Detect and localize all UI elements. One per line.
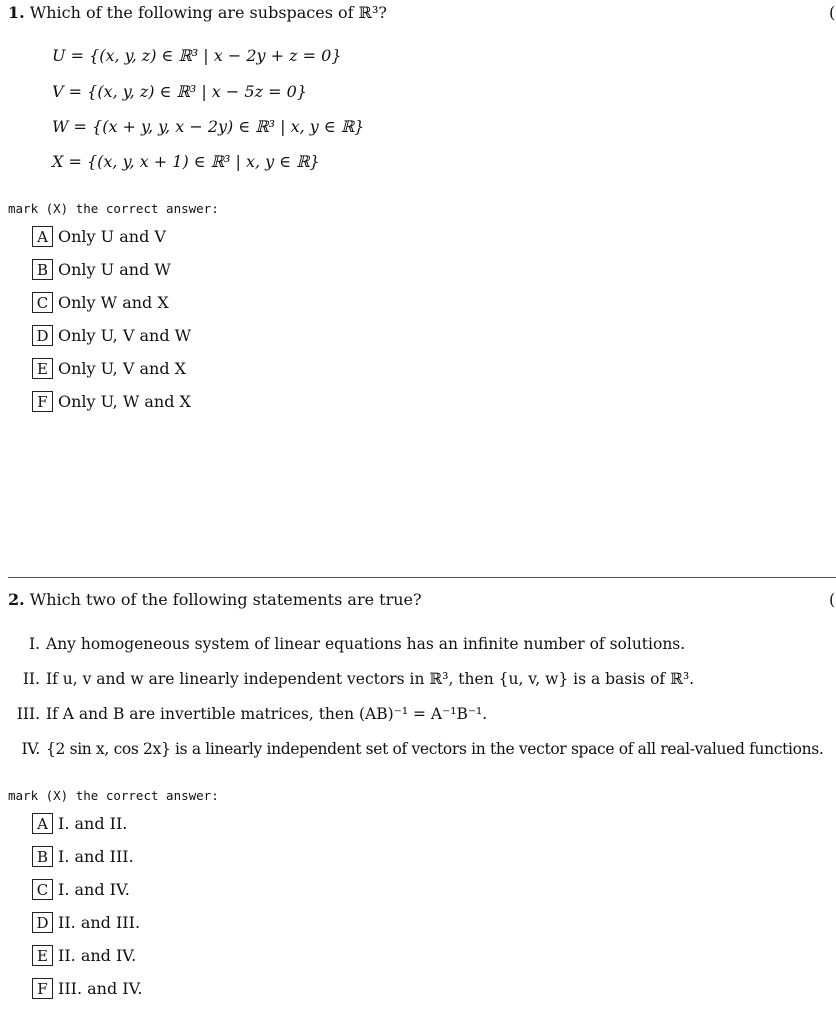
question-2-paren: ( xyxy=(829,590,836,609)
q2-choice-f-text: III. and IV. xyxy=(58,979,143,998)
set-u: U = {(x, y, z) ∈ ℝ³ | x − 2y + z = 0} xyxy=(52,46,342,65)
q1-choice-c-text: Only W and X xyxy=(58,293,169,312)
q2-choice-b[interactable] xyxy=(32,846,134,867)
question-2-number: 2. xyxy=(8,590,25,609)
q2-choice-d[interactable] xyxy=(32,912,140,933)
q2-choice-a-text: I. and II. xyxy=(58,814,128,833)
q2-choice-a-box[interactable]: A xyxy=(32,813,53,834)
statement-1 xyxy=(0,635,685,653)
statement-3 xyxy=(0,705,487,723)
q2-choice-c[interactable] xyxy=(32,879,130,900)
q2-choice-c-text: I. and IV. xyxy=(58,880,130,899)
q1-choice-a[interactable] xyxy=(32,226,166,247)
q1-choice-f-box[interactable]: F xyxy=(32,391,53,412)
q1-choice-f-text: Only U, W and X xyxy=(58,392,191,411)
statement-1-text: Any homogeneous system of linear equations has an infinite number of solutions. xyxy=(46,635,686,653)
q1-choice-e-box[interactable]: E xyxy=(32,358,53,379)
question-2-instruction: mark (X) the correct answer: xyxy=(8,788,219,803)
q1-choice-a-box[interactable]: A xyxy=(32,226,53,247)
question-1-paren: ( xyxy=(829,3,836,22)
q1-choice-f[interactable] xyxy=(32,391,191,412)
statement-4 xyxy=(0,740,823,758)
q1-choice-d[interactable] xyxy=(32,325,191,346)
q1-choice-b-text: Only U and W xyxy=(58,260,171,279)
statement-3-num: III. xyxy=(16,705,40,723)
statement-1-num: I. xyxy=(28,635,40,653)
q2-choice-b-box[interactable]: B xyxy=(32,846,53,867)
question-divider xyxy=(8,577,836,578)
q2-choice-e-text: II. and IV. xyxy=(58,946,137,965)
q2-choice-f-box[interactable]: F xyxy=(32,978,53,999)
q2-choice-e[interactable] xyxy=(32,945,136,966)
question-2-text: Which two of the following statements are true? xyxy=(29,590,422,609)
statement-2-text: If u, v and w are linearly independent vectors in ℝ³, then {u, v, w} is a basis of ℝ³. xyxy=(46,670,695,688)
q2-choice-d-text: II. and III. xyxy=(58,913,141,932)
q1-choice-c-box[interactable]: C xyxy=(32,292,53,313)
q1-choice-b-box[interactable]: B xyxy=(32,259,53,280)
question-1-text: Which of the following are subspaces of ℝ³? xyxy=(29,3,387,22)
question-2-header xyxy=(8,590,422,609)
q1-choice-b[interactable] xyxy=(32,259,171,280)
q1-choice-d-box[interactable]: D xyxy=(32,325,53,346)
statement-4-num: IV. xyxy=(21,740,40,758)
statement-2-num: II. xyxy=(22,670,40,688)
q1-choice-e-text: Only U, V and X xyxy=(58,359,187,378)
set-w: W = {(x + y, y, x − 2y) ∈ ℝ³ | x, y ∈ ℝ} xyxy=(52,117,365,136)
q1-choice-c[interactable] xyxy=(32,292,169,313)
q2-choice-a[interactable] xyxy=(32,813,127,834)
q2-choice-e-box[interactable]: E xyxy=(32,945,53,966)
q1-choice-a-text: Only U and V xyxy=(58,227,166,246)
question-1-instruction: mark (X) the correct answer: xyxy=(8,201,219,216)
q1-choice-d-text: Only U, V and W xyxy=(58,326,192,345)
set-v: V = {(x, y, z) ∈ ℝ³ | x − 5z = 0} xyxy=(52,82,307,101)
q2-choice-b-text: I. and III. xyxy=(58,847,134,866)
q2-choice-f[interactable] xyxy=(32,978,142,999)
question-1-header xyxy=(8,3,387,22)
question-1-number: 1. xyxy=(8,3,25,22)
set-x: X = {(x, y, x + 1) ∈ ℝ³ | x, y ∈ ℝ} xyxy=(52,152,320,171)
q2-choice-c-box[interactable]: C xyxy=(32,879,53,900)
q2-choice-d-box[interactable]: D xyxy=(32,912,53,933)
statement-3-text: If A and B are invertible matrices, then (AB)⁻¹ = A⁻¹B⁻¹. xyxy=(46,705,488,723)
statement-2 xyxy=(0,670,694,688)
statement-4-text: {2 sin x, cos 2x} is a linearly independent set of vectors in the vector space of all real-valued functions. xyxy=(46,740,824,758)
q1-choice-e[interactable] xyxy=(32,358,186,379)
